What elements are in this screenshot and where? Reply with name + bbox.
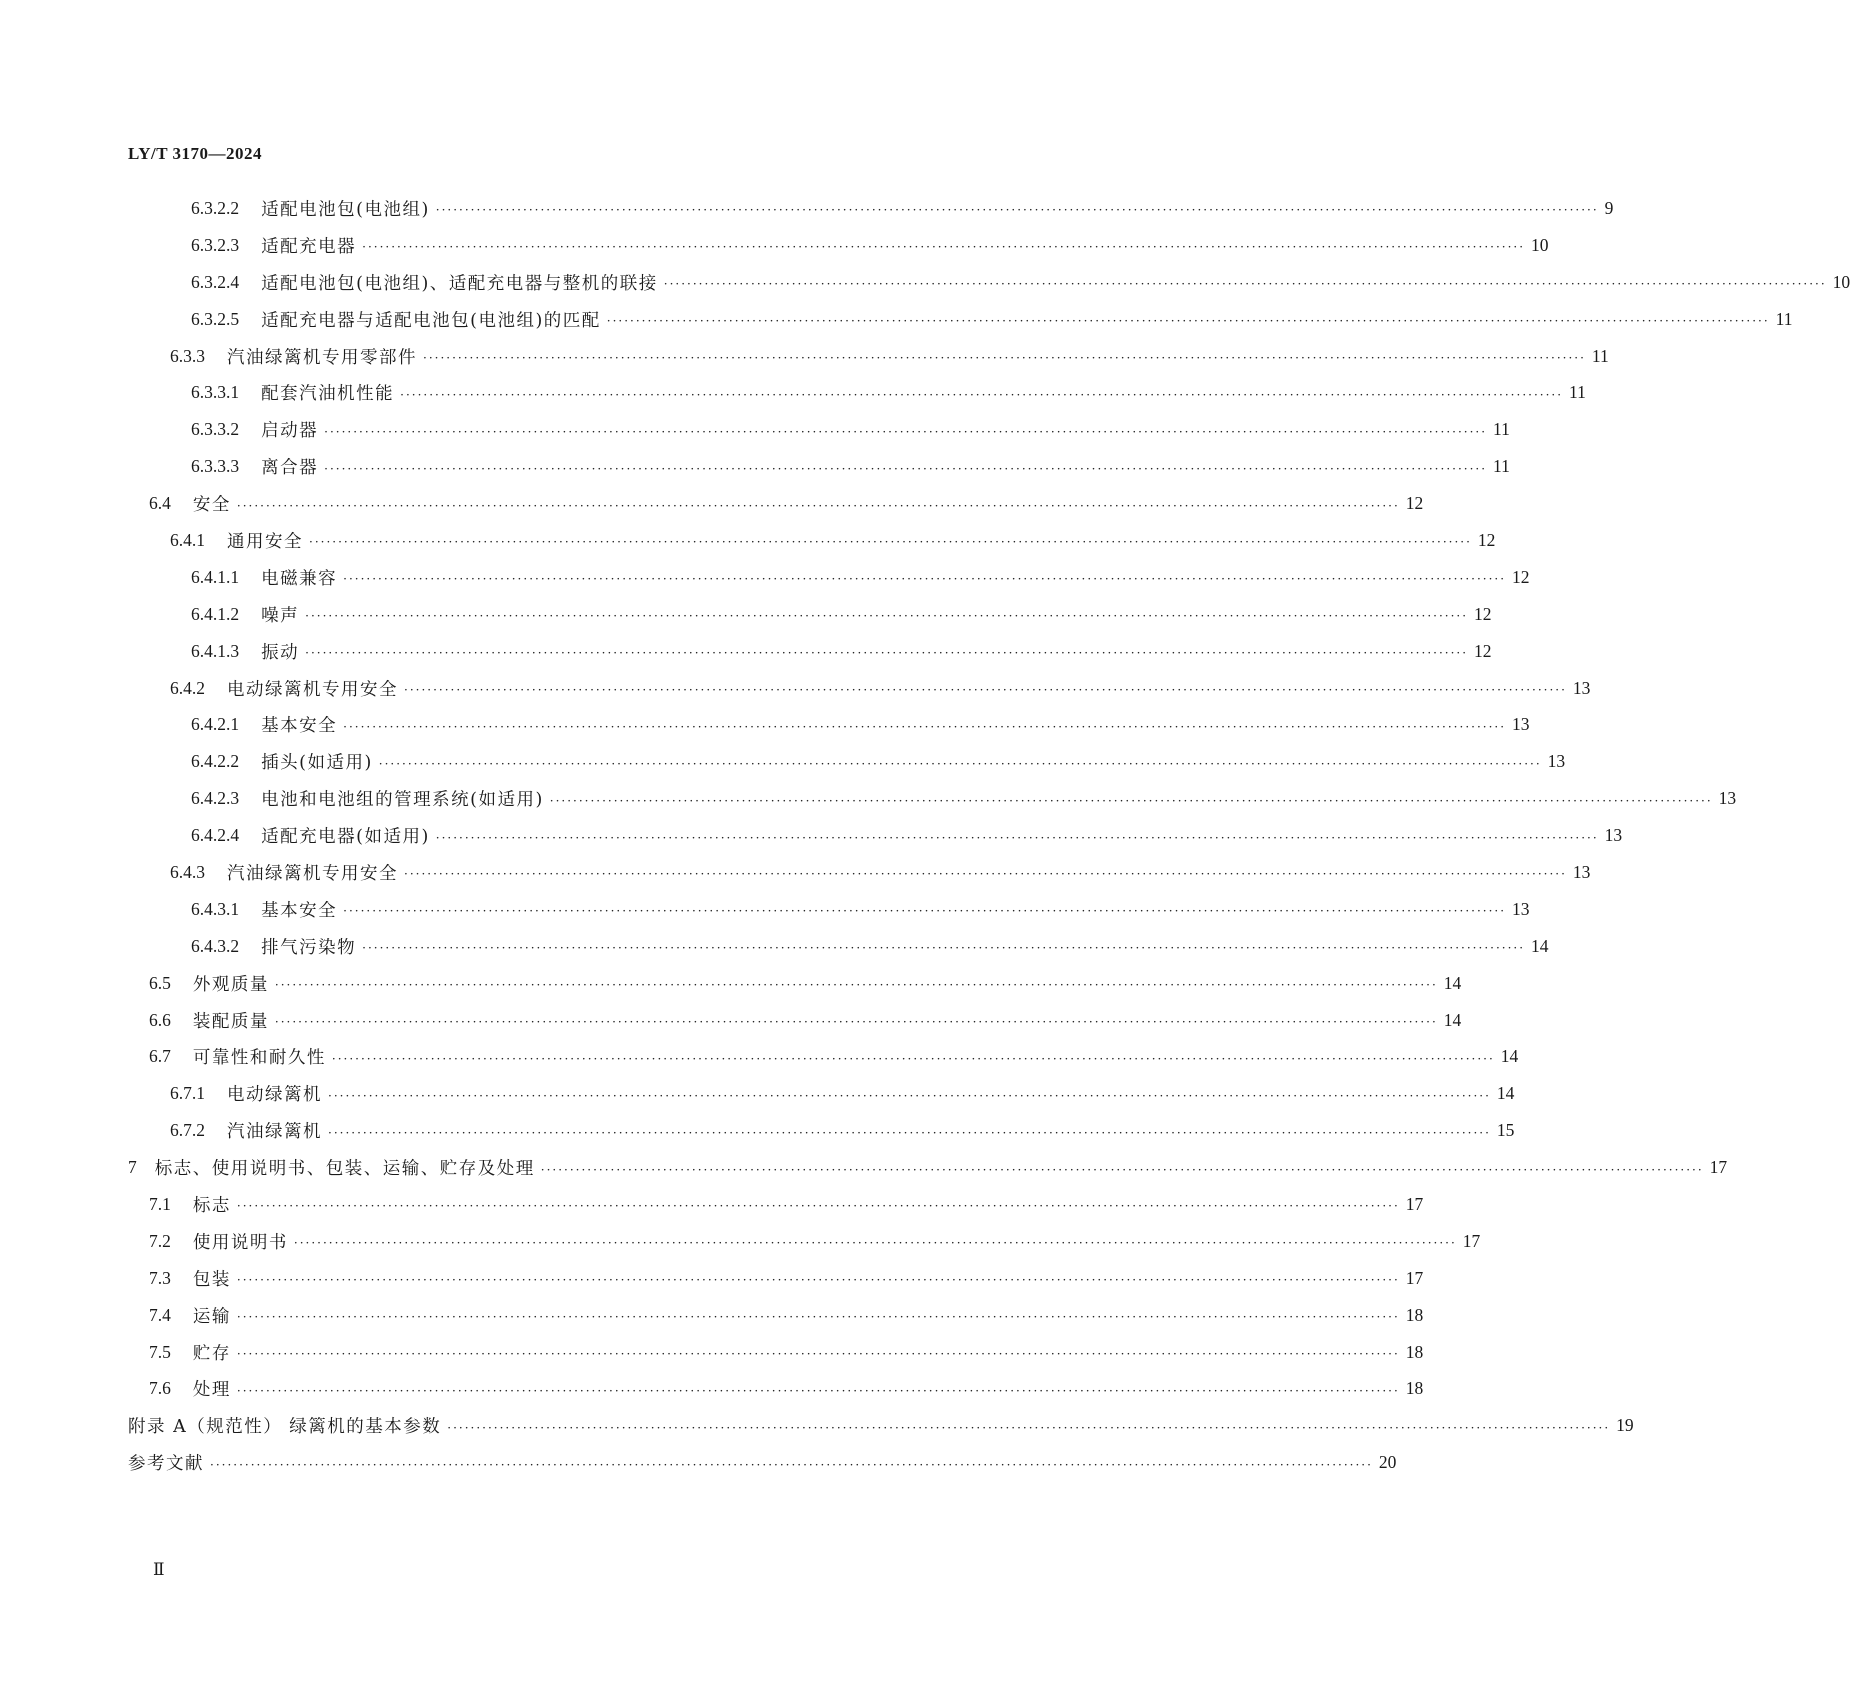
toc-entry-number: 6.3.3.3 bbox=[191, 456, 240, 477]
toc-entry-page: 18 bbox=[1405, 1341, 1424, 1362]
toc-entry-page: 14 bbox=[1500, 1046, 1519, 1067]
toc-entry-page: 14 bbox=[1443, 972, 1462, 993]
toc-entry-title: 包装 bbox=[192, 1269, 231, 1290]
toc-entry-page: 13 bbox=[1604, 825, 1623, 846]
dot-leader: ········································································································································································································ bbox=[236, 498, 1400, 513]
dot-leader: ········································································································································································································ bbox=[404, 867, 1567, 882]
toc-entry-number: 6.4.2 bbox=[170, 677, 205, 698]
toc-entry-page: 13 bbox=[1572, 861, 1591, 882]
toc-entry-page: 11 bbox=[1569, 382, 1586, 403]
toc-entry-title: 汽油绿篱机 bbox=[227, 1122, 322, 1143]
toc-entry[interactable] bbox=[0, 1297, 1424, 1334]
toc-entry-number: 6.4.1.3 bbox=[191, 640, 240, 661]
toc-entry-title: 基本安全 bbox=[261, 716, 338, 737]
toc-entry-number: 7.1 bbox=[149, 1193, 171, 1214]
toc-entry-page: 12 bbox=[1512, 566, 1530, 587]
toc-entry-title: 振动 bbox=[261, 642, 300, 663]
dot-leader: ········································································································································································································ bbox=[435, 203, 1599, 218]
dot-leader: ········································································································································································································ bbox=[606, 314, 1770, 329]
toc-entry-number: 6.4.2.2 bbox=[191, 751, 240, 772]
toc-entry[interactable] bbox=[0, 411, 1510, 448]
toc-entry-number: 6.4.3 bbox=[170, 861, 205, 882]
dot-leader: ········································································································································································································ bbox=[236, 1310, 1400, 1325]
toc-entry-page: 13 bbox=[1512, 714, 1530, 735]
toc-entry-title: 可靠性和耐久性 bbox=[192, 1048, 326, 1069]
toc-entry-title: 插头(如适用) bbox=[261, 753, 373, 774]
toc-entry-title: 通用安全 bbox=[227, 531, 303, 552]
toc-entry[interactable] bbox=[0, 633, 1492, 670]
toc-entry[interactable] bbox=[0, 1260, 1424, 1297]
toc-entry-number: 7.5 bbox=[149, 1341, 171, 1362]
toc-entry[interactable] bbox=[0, 780, 1737, 817]
toc-entry-title: 汽油绿篱机专用零部件 bbox=[227, 347, 417, 368]
toc-entry-number: 6.4.1 bbox=[170, 529, 205, 550]
toc-entry-number: 6.4.2.3 bbox=[191, 788, 240, 809]
toc-entry-title: 装配质量 bbox=[192, 1011, 269, 1032]
toc-entry-page: 14 bbox=[1443, 1009, 1462, 1030]
toc-entry-title: 适配充电器 bbox=[261, 236, 357, 257]
toc-entry-page: 11 bbox=[1493, 419, 1510, 440]
toc-entry[interactable] bbox=[0, 965, 1462, 1002]
dot-leader: ········································································································································································································ bbox=[404, 683, 1567, 698]
toc-entry-number: 6.4.3.1 bbox=[191, 898, 240, 919]
toc-entry-title: 启动器 bbox=[261, 421, 319, 442]
dot-leader: ········································································································································································································ bbox=[305, 609, 1469, 624]
toc-entry-page: 14 bbox=[1496, 1083, 1515, 1104]
toc-entry-page: 12 bbox=[1474, 603, 1492, 624]
toc-entry-title: 处理 bbox=[192, 1380, 231, 1401]
toc-entry-number: 6.3.2.2 bbox=[191, 197, 240, 218]
toc-entry[interactable] bbox=[0, 1038, 1519, 1075]
toc-entry-page: 10 bbox=[1832, 271, 1850, 292]
toc-entry-number: 6.3.3.2 bbox=[191, 419, 240, 440]
toc-entry[interactable] bbox=[0, 448, 1510, 485]
toc-entry-page: 13 bbox=[1547, 751, 1566, 772]
toc-entry[interactable] bbox=[0, 1186, 1424, 1223]
document-id-header: LY/T 3170—2024 bbox=[128, 144, 263, 163]
toc-entry-page: 17 bbox=[1462, 1230, 1481, 1251]
toc-entry-title: 安全 bbox=[192, 495, 231, 516]
toc-entry-title: 基本安全 bbox=[261, 900, 338, 921]
toc-entry-number: 6.7.1 bbox=[170, 1083, 205, 1104]
toc-entry-number: 6.3.3 bbox=[170, 345, 205, 366]
toc-entry-number: 6.7.2 bbox=[170, 1120, 205, 1141]
dot-leader: ········································································································································································································ bbox=[423, 351, 1586, 365]
toc-entry-title: 噪声 bbox=[261, 605, 300, 626]
dot-leader: ········································································································································································································ bbox=[305, 646, 1469, 661]
toc-entry[interactable] bbox=[0, 1334, 1424, 1371]
toc-entry-page: 17 bbox=[1405, 1267, 1424, 1288]
toc-entry-number: 6.6 bbox=[149, 1009, 171, 1030]
toc-entry[interactable] bbox=[0, 743, 1566, 780]
page-number: Ⅱ bbox=[153, 1560, 165, 1579]
dot-leader: ········································································································································································································ bbox=[447, 1420, 1611, 1435]
toc-entry[interactable] bbox=[0, 485, 1424, 522]
toc-entry-title: 外观质量 bbox=[192, 974, 269, 995]
dot-leader: ········································································································································································································ bbox=[663, 277, 1827, 292]
toc-entry-title: 电动绿篱机专用安全 bbox=[227, 679, 398, 700]
dot-leader: ········································································································································································································ bbox=[236, 1347, 1400, 1362]
toc-entry-page: 12 bbox=[1405, 493, 1424, 514]
toc-entry-page: 18 bbox=[1405, 1378, 1424, 1399]
table-of-contents bbox=[0, 190, 1850, 1481]
toc-entry-number: 7.4 bbox=[149, 1304, 171, 1325]
toc-entry[interactable] bbox=[0, 670, 1591, 707]
dot-leader: ········································································································································································································ bbox=[400, 387, 1564, 402]
toc-entry-page: 12 bbox=[1477, 529, 1496, 550]
toc-entry[interactable] bbox=[0, 190, 1614, 227]
toc-entry-title: 电动绿篱机 bbox=[227, 1085, 322, 1106]
toc-entry-number: 6.4.2.1 bbox=[191, 714, 240, 735]
dot-leader: ········································································································································································································ bbox=[378, 756, 1542, 771]
toc-entry-title: 电池和电池组的管理系统(如适用) bbox=[261, 790, 544, 811]
toc-entry[interactable] bbox=[0, 374, 1586, 411]
toc-entry-title: 适配电池包(电池组) bbox=[261, 199, 430, 220]
dot-leader: ········································································································································································································ bbox=[549, 793, 1713, 808]
toc-entry[interactable] bbox=[0, 1149, 1728, 1186]
toc-entry-number: 6.7 bbox=[149, 1046, 171, 1067]
toc-entry-number: 6.3.2.4 bbox=[191, 271, 240, 292]
toc-entry-page: 13 bbox=[1572, 677, 1591, 698]
toc-entry-page: 12 bbox=[1474, 640, 1492, 661]
toc-entry-number: 6.4 bbox=[149, 493, 171, 514]
dot-leader: ········································································································································································································ bbox=[324, 461, 1488, 476]
toc-entry[interactable] bbox=[0, 706, 1530, 743]
toc-entry-title: 使用说明书 bbox=[192, 1232, 288, 1253]
toc-entry-page: 17 bbox=[1405, 1193, 1424, 1214]
toc-entry[interactable] bbox=[0, 1371, 1424, 1408]
toc-entry[interactable] bbox=[0, 1002, 1462, 1039]
toc-entry[interactable] bbox=[0, 264, 1850, 301]
dot-leader: ········································································································································································································ bbox=[331, 1051, 1495, 1066]
dot-leader: ········································································································································································································ bbox=[210, 1457, 1373, 1472]
toc-entry-page: 11 bbox=[1493, 456, 1510, 477]
toc-entry[interactable] bbox=[0, 1112, 1515, 1149]
toc-entry-number: 6.3.3.1 bbox=[191, 382, 240, 403]
toc-entry-title: 标志、使用说明书、包装、运输、贮存及处理 bbox=[154, 1159, 535, 1180]
toc-entry[interactable] bbox=[0, 1223, 1481, 1260]
toc-entry[interactable] bbox=[0, 301, 1793, 338]
toc-entry-title: 运输 bbox=[192, 1306, 231, 1327]
toc-entry-number: 7.6 bbox=[149, 1378, 171, 1399]
toc-entry-number: 7.2 bbox=[149, 1230, 171, 1251]
toc-entry-number: 7.3 bbox=[149, 1267, 171, 1288]
toc-entry-page: 9 bbox=[1604, 197, 1614, 218]
dot-leader: ········································································································································································································ bbox=[274, 1015, 1438, 1030]
dot-leader: ········································································································································································································ bbox=[236, 1383, 1400, 1398]
toc-entry-title: 适配电池包(电池组)、适配充电器与整机的联接 bbox=[261, 273, 658, 294]
toc-entry[interactable] bbox=[0, 522, 1496, 559]
dot-leader: ········································································································································································································ bbox=[343, 572, 1507, 587]
toc-entry-page: 20 bbox=[1378, 1452, 1397, 1473]
toc-entry-page: 19 bbox=[1616, 1415, 1634, 1436]
toc-entry-number: 7 bbox=[128, 1157, 137, 1178]
toc-entry[interactable] bbox=[0, 227, 1549, 264]
dot-leader: ········································································································································································································ bbox=[324, 424, 1488, 439]
toc-entry-page: 10 bbox=[1531, 234, 1549, 255]
toc-entry-title: 排气污染物 bbox=[261, 937, 357, 958]
toc-entry[interactable] bbox=[0, 338, 1609, 375]
toc-entry-number: 6.4.2.4 bbox=[191, 825, 240, 846]
toc-entry[interactable] bbox=[0, 817, 1623, 854]
dot-leader: ········································································································································································································ bbox=[274, 978, 1438, 993]
toc-entry-number: 6.3.2.5 bbox=[191, 308, 240, 329]
dot-leader: ········································································································································································································ bbox=[435, 830, 1599, 845]
toc-entry-title: 参考文献 bbox=[128, 1454, 204, 1475]
dot-leader: ········································································································································································································ bbox=[328, 1088, 1491, 1103]
dot-leader: ········································································································································································································ bbox=[236, 1199, 1400, 1214]
toc-entry[interactable] bbox=[0, 1075, 1515, 1112]
dot-leader: ········································································································································································································ bbox=[343, 904, 1507, 919]
dot-leader: ········································································································································································································ bbox=[540, 1162, 1704, 1177]
toc-entry-title: 贮存 bbox=[192, 1343, 231, 1364]
toc-entry[interactable] bbox=[0, 1444, 1397, 1481]
toc-entry-title: 配套汽油机性能 bbox=[261, 384, 395, 405]
toc-entry[interactable] bbox=[0, 559, 1530, 596]
toc-entry[interactable] bbox=[0, 854, 1591, 891]
toc-entry-title: 汽油绿篱机专用安全 bbox=[227, 863, 398, 884]
toc-entry-number: 6.4.1.2 bbox=[191, 603, 240, 624]
toc-entry-page: 15 bbox=[1496, 1120, 1515, 1141]
toc-entry-title: 电磁兼容 bbox=[261, 568, 338, 589]
dot-leader: ········································································································································································································ bbox=[293, 1236, 1457, 1251]
dot-leader: ········································································································································································································ bbox=[236, 1273, 1400, 1288]
toc-entry-number: 6.3.2.3 bbox=[191, 234, 240, 255]
toc-entry-page: 13 bbox=[1512, 898, 1530, 919]
toc-entry-page: 11 bbox=[1591, 345, 1609, 366]
toc-entry-number: 6.4.1.1 bbox=[191, 566, 240, 587]
toc-entry-page: 11 bbox=[1775, 308, 1793, 329]
dot-leader: ········································································································································································································ bbox=[328, 1125, 1491, 1140]
toc-entry-title: 适配充电器与适配电池包(电池组)的匹配 bbox=[261, 310, 601, 331]
toc-entry[interactable] bbox=[0, 1407, 1634, 1444]
toc-entry-page: 13 bbox=[1718, 788, 1737, 809]
toc-entry-title: 离合器 bbox=[261, 458, 319, 479]
dot-leader: ········································································································································································································ bbox=[309, 535, 1472, 550]
toc-entry[interactable] bbox=[0, 596, 1492, 633]
dot-leader: ········································································································································································································ bbox=[362, 941, 1526, 956]
toc-entry[interactable] bbox=[0, 891, 1530, 928]
dot-leader: ········································································································································································································ bbox=[343, 719, 1507, 734]
toc-entry-page: 18 bbox=[1405, 1304, 1424, 1325]
toc-entry-title: 标志 bbox=[192, 1195, 231, 1216]
dot-leader: ········································································································································································································ bbox=[362, 240, 1526, 255]
toc-entry-page: 17 bbox=[1709, 1157, 1728, 1178]
toc-entry[interactable] bbox=[0, 928, 1549, 965]
toc-entry-title: 适配充电器(如适用) bbox=[261, 827, 430, 848]
toc-entry-number: 6.5 bbox=[149, 972, 171, 993]
toc-entry-number: 6.4.3.2 bbox=[191, 935, 240, 956]
toc-entry-title: 附录 A（规范性） 绿篱机的基本参数 bbox=[128, 1417, 442, 1438]
toc-entry-page: 14 bbox=[1531, 935, 1549, 956]
